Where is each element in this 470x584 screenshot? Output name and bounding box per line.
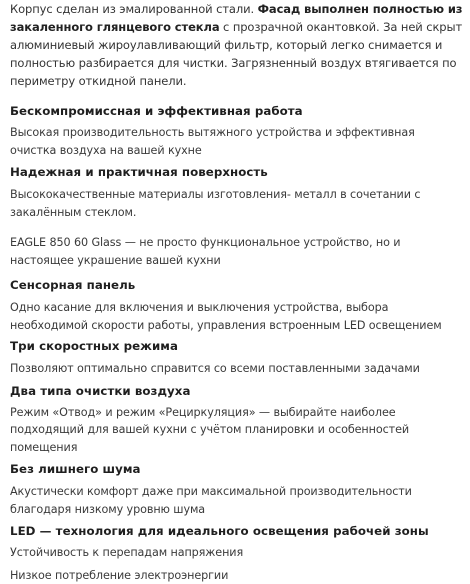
section-text: Низкое потребление электроэнергии [10,567,464,584]
section-led [10,524,464,584]
section-title: Бескомпромиссная и эффективная работа [10,104,464,119]
section-surface [10,165,464,269]
intro-text-end: с прозрачной окантовкой. За ней скрыт алюминиевый жироулавливающий фильтр, который легко снимается и полностью разбирается для чистки. Загрязненный воздух втягивается по периметру откидной панели. [10,20,462,88]
section-text: EAGLE 850 60 Glass — не просто функциональное устройство, но и настоящее украшение вашей кухни [10,234,464,269]
section-title: Надежная и практичная поверхность [10,165,464,180]
intro-text-start: Корпус сделан из эмалированной стали. [10,2,258,16]
section-title: Без лишнего шума [10,462,464,477]
section-text: Позволяют оптимально справится со всеми поставленными задачами [10,360,464,378]
intro-paragraph [10,0,464,90]
section-title: Три скоростных режима [10,339,464,354]
section-text: Одно касание для включения и выключения устройства, выбора необходимой скорости работы, управления встроенным LED освещением [10,299,464,334]
section-text: Высококачественные материалы изготовления- металл в сочетании с закалённым стеклом. [10,186,464,221]
section-text: Акустически комфорт даже при максимальной производительности благодаря низкому уровню шума [10,483,464,518]
section-low-noise [10,462,464,518]
section-speed-modes [10,339,464,378]
section-text: Высокая производительность вытяжного устройства и эффективная очистка воздуха на вашей кухне [10,124,464,159]
section-text: Устойчивость к перепадам напряжения [10,544,464,562]
intro-bold-text: Фасад выполнен полностью из закаленного глянцевого стекла [10,2,462,34]
section-title: Два типа очистки воздуха [10,384,464,399]
section-title: LED — технология для идеального освещения рабочей зоны [10,524,464,539]
section-cleaning-types [10,384,464,457]
section-title: Сенсорная панель [10,278,464,293]
section-touch-panel [10,278,464,334]
section-text: Режим «Отвод» и режим «Рециркуляция» — выбирайте наиболее подходящий для вашей кухни с учётом планировки и особенностей помещения [10,404,464,457]
section-performance [10,104,464,159]
